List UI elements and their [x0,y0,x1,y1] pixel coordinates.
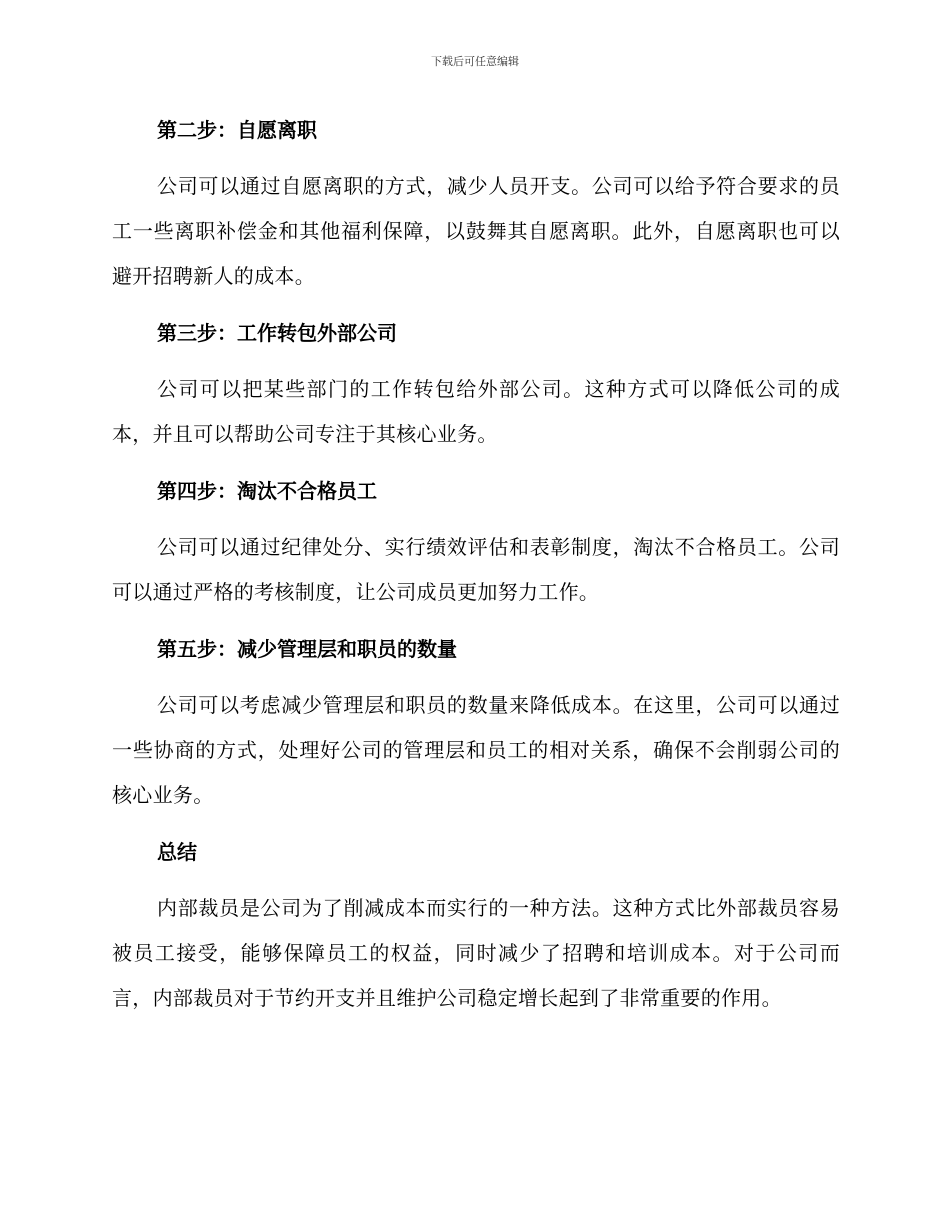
section-paragraph-summary: 内部裁员是公司为了削减成本而实行的一种方法。这种方式比外部裁员容易被员工接受，能够保障员工的权益，同时减少了招聘和培训成本。对于公司而言，内部裁员对于节约开支并且维护公司稳定增长起到了非常重要的作用。 [112,896,840,1010]
section-heading-step-two: 第二步：自愿离职 [157,118,317,142]
section-paragraph-step-three: 公司可以把某些部门的工作转包给外部公司。这种方式可以降低公司的成本，并且可以帮助公司专注于其核心业务。 [112,377,840,446]
section-heading-step-four: 第四步：淘汰不合格员工 [157,479,377,503]
document-body [112,110,840,1021]
section-heading-step-three: 第三步：工作转包外部公司 [157,321,397,345]
section-heading-step-five: 第五步：减少管理层和职员的数量 [157,637,457,661]
section-paragraph-step-two: 公司可以通过自愿离职的方式，减少人员开支。公司可以给予符合要求的员工一些离职补偿金和其他福利保障，以鼓舞其自愿离职。此外，自愿离职也可以避开招聘新人的成本。 [112,174,840,288]
section-heading-summary: 总结 [157,840,197,864]
page-header: 下载后可任意编辑 [431,55,519,68]
section-paragraph-step-four: 公司可以通过纪律处分、实行绩效评估和表彰制度，淘汰不合格员工。公司可以通过严格的考核制度，让公司成员更加努力工作。 [112,535,840,604]
section-paragraph-step-five: 公司可以考虑减少管理层和职员的数量来降低成本。在这里，公司可以通过一些协商的方式，处理好公司的管理层和员工的相对关系，确保不会削弱公司的核心业务。 [112,693,840,807]
